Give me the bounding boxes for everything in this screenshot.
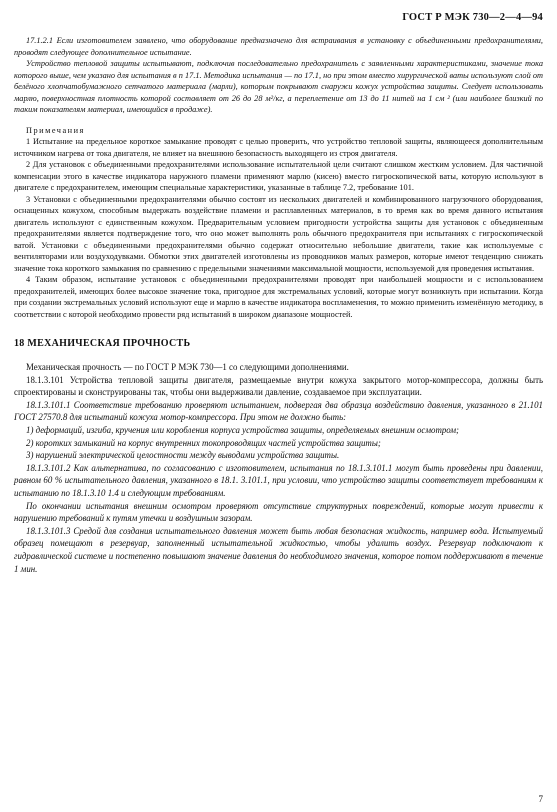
clause-18-1-3-101: 18.1.3.101 Устройства тепловой защиты двигателя, размещаемые внутри кожуха закрытого мотор-компрессора, должны быть спроектированы и сконструированы так, чтобы они выдерживали давление, создаваемое при эксплуатации. [14, 374, 543, 398]
section-18-title: 18 МЕХАНИЧЕСКАЯ ПРОЧНОСТЬ [14, 338, 191, 349]
section-17-text [14, 35, 543, 320]
page-number: 7 [538, 794, 543, 804]
page-body [14, 35, 543, 575]
list-item-2: 2) коротких замыканий на корпус внутренних токопроводящих частей устройства защиты; [26, 437, 381, 448]
clause-18-1-3-101-1: 18.1.3.101.1 Соответствие требованию проверяют испытанием, подвергая два образца воздействию давления, указанного в 21.101 ГОСТ 27570.8 для испытаний кожуха мотор-компрессора. При этом не должно быть: [14, 399, 543, 423]
note-2: 2 Для установок с объединенными предохранителями использование испытательной цели считают слишком жестким условием. Для частичной компенсации этого в качестве индикатора наружного пламени применяют марлю (кисею) вместо гигроскопической ваты, которую используют в двигателе с предохранителем, имеющим специальные характеристики, указанные в таблице 7.2, требование 101. [14, 160, 543, 192]
section-18-intro: Механическая прочность — по ГОСТ Р МЭК 730—1 со следующими дополнениями. [26, 362, 349, 372]
notes-title: Примечания [26, 125, 85, 135]
clause-17-1-2-1: 17.1.2.1 Если изготовителем заявлено, что оборудование предназначено для встраивания в установку с объединенными предохранителями, проводят следующее дополнительное испытание. [14, 36, 543, 57]
section-18-text [14, 361, 543, 575]
clause-18-1-3-101-3: 18.1.3.101.3 Средой для создания испытательного давления может быть любая безопасная жидкость, например вода. Испытуемый образец помещают в резервуар, заполненный испытательной жидкостью, чтобы удалить воздух. Резервуар подключают к гидравлической системе и постепенно повышают значение давления до необходимого значения, которое потом поддерживают в течение 1 мин. [14, 525, 543, 574]
inspection-paragraph: По окончании испытания внешним осмотром проверяют отсутствие структурных повреждений, которые могут привести к нарушению требований к путям утечки и воздушным зазорам. [14, 500, 543, 524]
page-header: ГОСТ Р МЭК 730—2—4—94 [402, 12, 543, 23]
note-1: 1 Испытание на предельное короткое замыкание проводят с целью проверить, что устройство тепловой защиты, являющееся дополнительным источником нагрева от тока двигателя, не влияет на внешнюю безопасность выходящего из строя двигателя. [14, 137, 543, 158]
list-item-1: 1) деформаций, изгиба, кручения или коробления корпуса устройства защиты, определяемых внешним осмотром; [26, 424, 460, 435]
note-4: 4 Таким образом, испытание установок с объединенными предохранителями проводят при наибольшей мощности и с использованием предохранителей, имеющих более высокое значение тока, пригодное для экстремальных условий, которые могут возникнуть при испытании. Когда при создании экстремальных условий используют еще и марлю в качестве индикатора воспламенения, то можно применить изменённую методику, в соответствии с которой необходимо провести ряд испытаний в широком диапазоне мощностей. [14, 275, 543, 319]
clause-18-1-3-101-2: 18.1.3.101.2 Как альтернатива, по согласованию с изготовителем, испытания по 18.1.3.101.1 могут быть проведены при давлении, равном 60 % испытательного давления, указанного в 18.1. 3.101.1, при условии, что устройство защиты соответствует требованиям к испытанию по 18.1.3.10 1.4 и следующим требованиям. [14, 462, 543, 498]
list-item-3: 3) нарушений электрической целостности между выводами устройства защиты. [26, 450, 340, 461]
note-3: 3 Установки с объединенными предохранителями обычно состоят из нескольких двигателей и комбинированного нагрузочного оборудования, оснащенных кожухом, способным выдержать воздействие пламени и расплавленных материалов, в то время как во время данного испытания двигатель используют с единственным кожухом. Предварительным условием пригодности устройства защиты для установок с объединенным предохранителями является подтверждение того, что оно может выполнять роль обычного предохранителя при испытаниях с гигроскопической ватой. Установки с объединенными предохранителями обычно содержат относительно небольшие двигатели, такие как используемые с вентиляторами или воздуходувками. Обмотки этих двигателей изготовлены из проводников малых размеров, которые имеют тенденцию снижать значение тока короткого замыкания по сравнению с предельными значениями максимальной мощности, используемой для проведения испытания. [14, 194, 543, 273]
clause-17-1-2-1-method: Устройство тепловой защиты испытывают, подключив последовательно предохранитель с заявленными характеристиками, значение тока которого выше, чем указано для испытания в п 17.1. Методика испытания — по 17.1, но при этом вместо хирургической ваты используют слой от белёного хлопчатобумажного сетчатого материала (марли), которым покрывают снаружи кожух устройства защиты. Следует использовать марлю, поверхностная плотность которой составляет от 26 до 28 м²/кг, а переплетение от 13 до 11 нитей на 1 см ² (или наиболее близкий по таким показателям материал, имеющийся в продаже). [14, 59, 543, 114]
